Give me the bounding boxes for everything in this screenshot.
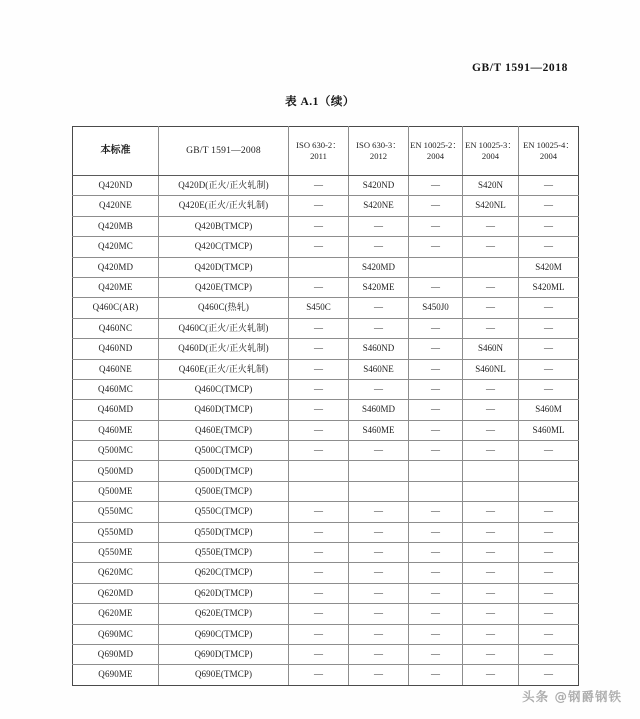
cell-iso630_3: — [349,298,409,318]
cell-iso630_2: — [289,176,349,196]
cell-iso630_3: — [349,522,409,542]
table-row [73,441,579,461]
cell-gb1591-2008: Q500C(TMCP) [159,441,289,461]
cell-en10025_4 [519,481,579,501]
column-header-line1: EN 10025-3： [465,140,516,151]
table-row [73,277,579,297]
cell-designation: Q460NC [73,318,159,338]
cell-iso630_3: — [349,318,409,338]
column-header-line2: 2004 [481,151,500,161]
cell-en10025_4: — [519,298,579,318]
cell-designation: Q550MC [73,502,159,522]
cell-en10025_4: — [519,624,579,644]
cell-en10025_4: — [519,379,579,399]
cell-designation: Q460C(AR) [73,298,159,318]
cell-en10025_2: — [409,563,463,583]
table-header [73,127,579,176]
cell-iso630_3: S420ME [349,277,409,297]
table-row [73,604,579,624]
cell-designation: Q620ME [73,604,159,624]
table-row [73,481,579,501]
cell-gb1591-2008: Q460E(TMCP) [159,420,289,440]
table-row [73,359,579,379]
table-row [73,318,579,338]
cell-en10025_3: — [463,644,519,664]
cell-en10025_3: — [463,522,519,542]
cell-en10025_2: — [409,665,463,685]
cell-en10025_3: — [463,298,519,318]
table-row [73,257,579,277]
cell-en10025_2 [409,481,463,501]
column-header-designation [73,127,159,176]
cell-en10025_3: — [463,604,519,624]
cell-en10025_4: — [519,604,579,624]
cell-designation: Q500MC [73,441,159,461]
cell-iso630_2: — [289,420,349,440]
cell-en10025_3: — [463,420,519,440]
cell-gb1591-2008: Q420D(正火/正火轧制) [159,176,289,196]
cell-designation: Q420MB [73,216,159,236]
cell-iso630_2: — [289,583,349,603]
cell-en10025_4: — [519,563,579,583]
column-header-line2: 2011 [310,151,327,161]
standards-comparison-table [72,126,579,686]
column-header-iso630_2 [289,127,349,176]
cell-en10025_2: — [409,359,463,379]
table-row [73,176,579,196]
cell-gb1591-2008: Q620E(TMCP) [159,604,289,624]
cell-iso630_3: — [349,583,409,603]
cell-en10025_4: — [519,176,579,196]
cell-en10025_2: S450J0 [409,298,463,318]
cell-designation: Q500ME [73,481,159,501]
cell-en10025_3: — [463,563,519,583]
cell-designation: Q460ND [73,339,159,359]
cell-en10025_2: — [409,277,463,297]
cell-en10025_4: — [519,216,579,236]
cell-en10025_2: — [409,420,463,440]
cell-designation: Q620MC [73,563,159,583]
cell-gb1591-2008: Q420E(正火/正火轧制) [159,196,289,216]
cell-designation: Q460MC [73,379,159,399]
column-header-gb1591_2008 [159,127,289,176]
cell-en10025_4: — [519,318,579,338]
cell-iso630_2 [289,257,349,277]
cell-iso630_3: S460NE [349,359,409,379]
cell-gb1591-2008: Q500D(TMCP) [159,461,289,481]
cell-gb1591-2008: Q620D(TMCP) [159,583,289,603]
table-row [73,522,579,542]
cell-iso630_2: — [289,400,349,420]
cell-en10025_2: — [409,522,463,542]
cell-iso630_3: S460ND [349,339,409,359]
cell-iso630_2 [289,481,349,501]
cell-en10025_4: — [519,502,579,522]
cell-en10025_3: — [463,583,519,603]
cell-iso630_2: — [289,441,349,461]
cell-en10025_4: — [519,522,579,542]
column-header-line1: ISO 630-3： [356,140,401,151]
cell-iso630_2: — [289,522,349,542]
cell-designation: Q460MD [73,400,159,420]
cell-gb1591-2008: Q690E(TMCP) [159,665,289,685]
cell-designation: Q420MC [73,237,159,257]
cell-en10025_4: — [519,583,579,603]
comparison-table-container [72,126,574,686]
cell-gb1591-2008: Q550D(TMCP) [159,522,289,542]
cell-iso630_2: S450C [289,298,349,318]
column-header-line1: GB/T 1591—2008 [186,145,261,156]
cell-iso630_3: — [349,563,409,583]
table-body [73,176,579,686]
cell-en10025_2: — [409,339,463,359]
cell-en10025_4: — [519,665,579,685]
cell-gb1591-2008: Q620C(TMCP) [159,563,289,583]
cell-iso630_3: S420ND [349,176,409,196]
cell-en10025_4: S460M [519,400,579,420]
cell-en10025_2: — [409,196,463,216]
cell-en10025_3: — [463,277,519,297]
cell-designation: Q500MD [73,461,159,481]
cell-gb1591-2008: Q550E(TMCP) [159,543,289,563]
column-header-line2: 2004 [539,151,558,161]
cell-gb1591-2008: Q460D(正火/正火轧制) [159,339,289,359]
table-row [73,665,579,685]
cell-gb1591-2008: Q420E(TMCP) [159,277,289,297]
cell-iso630_3: — [349,624,409,644]
cell-en10025_4: — [519,644,579,664]
cell-designation: Q460NE [73,359,159,379]
cell-gb1591-2008: Q420D(TMCP) [159,257,289,277]
table-row [73,644,579,664]
cell-designation: Q550ME [73,543,159,563]
cell-iso630_2: — [289,196,349,216]
column-header-en10025_4 [519,127,579,176]
table-row [73,502,579,522]
cell-en10025_3: — [463,216,519,236]
cell-iso630_3: S460ME [349,420,409,440]
cell-en10025_3 [463,257,519,277]
cell-iso630_3 [349,461,409,481]
cell-designation: Q420ND [73,176,159,196]
cell-en10025_3: S420N [463,176,519,196]
cell-en10025_3: — [463,543,519,563]
cell-en10025_3: — [463,665,519,685]
cell-designation: Q690MC [73,624,159,644]
cell-iso630_3: S460MD [349,400,409,420]
cell-en10025_2: — [409,543,463,563]
cell-designation: Q460ME [73,420,159,440]
document-standard-header: GB/T 1591—2018 [471,62,568,74]
cell-en10025_2: — [409,237,463,257]
column-header-en10025_3 [463,127,519,176]
column-header-line2: 2004 [426,151,445,161]
cell-iso630_2: — [289,216,349,236]
cell-gb1591-2008: Q460C(TMCP) [159,379,289,399]
cell-en10025_2: — [409,441,463,461]
table-row [73,583,579,603]
cell-en10025_3 [463,481,519,501]
cell-en10025_2 [409,461,463,481]
column-header-line1: ISO 630-2： [296,140,341,151]
cell-en10025_4: S460ML [519,420,579,440]
cell-gb1591-2008: Q420C(TMCP) [159,237,289,257]
cell-en10025_3: — [463,441,519,461]
cell-en10025_4: S420M [519,257,579,277]
cell-gb1591-2008: Q550C(TMCP) [159,502,289,522]
table-row [73,624,579,644]
cell-designation: Q420ME [73,277,159,297]
cell-iso630_2 [289,461,349,481]
cell-en10025_2: — [409,318,463,338]
cell-en10025_3: — [463,379,519,399]
cell-iso630_2: — [289,665,349,685]
watermark: 头条 @钢爵钢铁 [522,689,622,704]
cell-iso630_2: — [289,502,349,522]
cell-iso630_3: — [349,604,409,624]
table-row [73,400,579,420]
cell-en10025_2: — [409,400,463,420]
cell-iso630_2: — [289,604,349,624]
cell-en10025_2: — [409,176,463,196]
column-header-line1: 本标准 [100,144,131,156]
table-row [73,237,579,257]
cell-en10025_2: — [409,624,463,644]
cell-designation: Q690ME [73,665,159,685]
cell-iso630_2: — [289,318,349,338]
cell-gb1591-2008: Q460C(正火/正火轧制) [159,318,289,338]
cell-iso630_3: — [349,502,409,522]
cell-iso630_3: S420NE [349,196,409,216]
cell-iso630_2: — [289,339,349,359]
cell-en10025_2: — [409,583,463,603]
cell-en10025_4: — [519,237,579,257]
cell-en10025_3: — [463,502,519,522]
cell-en10025_3: S460N [463,339,519,359]
table-row [73,543,579,563]
cell-en10025_3: — [463,318,519,338]
cell-en10025_2: — [409,216,463,236]
cell-iso630_3: — [349,216,409,236]
cell-iso630_3: — [349,237,409,257]
cell-gb1591-2008: Q420B(TMCP) [159,216,289,236]
table-row [73,298,579,318]
cell-en10025_3: S420NL [463,196,519,216]
cell-gb1591-2008: Q460C(热轧) [159,298,289,318]
cell-iso630_3: — [349,644,409,664]
column-header-line1: EN 10025-4： [523,140,574,151]
cell-iso630_2: — [289,624,349,644]
cell-iso630_2: — [289,237,349,257]
cell-iso630_2: — [289,277,349,297]
table-row [73,563,579,583]
table-row [73,216,579,236]
cell-en10025_2: — [409,502,463,522]
cell-gb1591-2008: Q460E(正火/正火轧制) [159,359,289,379]
cell-en10025_3: — [463,400,519,420]
cell-en10025_4: — [519,339,579,359]
cell-en10025_2: — [409,644,463,664]
cell-iso630_3: — [349,543,409,563]
table-row [73,339,579,359]
cell-en10025_4: — [519,359,579,379]
cell-en10025_3: — [463,624,519,644]
cell-en10025_4: — [519,196,579,216]
cell-iso630_2: — [289,359,349,379]
cell-iso630_3: S420MD [349,257,409,277]
cell-designation: Q690MD [73,644,159,664]
cell-en10025_3: — [463,237,519,257]
table-row [73,461,579,481]
cell-gb1591-2008: Q460D(TMCP) [159,400,289,420]
cell-en10025_2 [409,257,463,277]
cell-en10025_2: — [409,604,463,624]
cell-gb1591-2008: Q500E(TMCP) [159,481,289,501]
cell-iso630_2: — [289,379,349,399]
cell-en10025_4: — [519,441,579,461]
cell-en10025_4: — [519,543,579,563]
cell-iso630_3: — [349,665,409,685]
cell-en10025_4 [519,461,579,481]
column-header-en10025_2 [409,127,463,176]
cell-en10025_2: — [409,379,463,399]
cell-designation: Q420NE [73,196,159,216]
column-header-line1: EN 10025-2： [410,140,461,151]
table-row [73,420,579,440]
cell-designation: Q620MD [73,583,159,603]
cell-en10025_4: S420ML [519,277,579,297]
column-header-iso630_3 [349,127,409,176]
cell-designation: Q550MD [73,522,159,542]
table-row [73,379,579,399]
cell-iso630_3: — [349,441,409,461]
cell-iso630_3: — [349,379,409,399]
table-caption: 表 A.1（续） [285,96,355,108]
cell-gb1591-2008: Q690D(TMCP) [159,644,289,664]
cell-gb1591-2008: Q690C(TMCP) [159,624,289,644]
cell-iso630_2: — [289,644,349,664]
cell-iso630_2: — [289,543,349,563]
cell-iso630_2: — [289,563,349,583]
table-header-row [73,127,579,176]
column-header-line2: 2012 [369,151,388,161]
table-row [73,196,579,216]
cell-en10025_3 [463,461,519,481]
cell-en10025_3: S460NL [463,359,519,379]
cell-designation: Q420MD [73,257,159,277]
cell-iso630_3 [349,481,409,501]
